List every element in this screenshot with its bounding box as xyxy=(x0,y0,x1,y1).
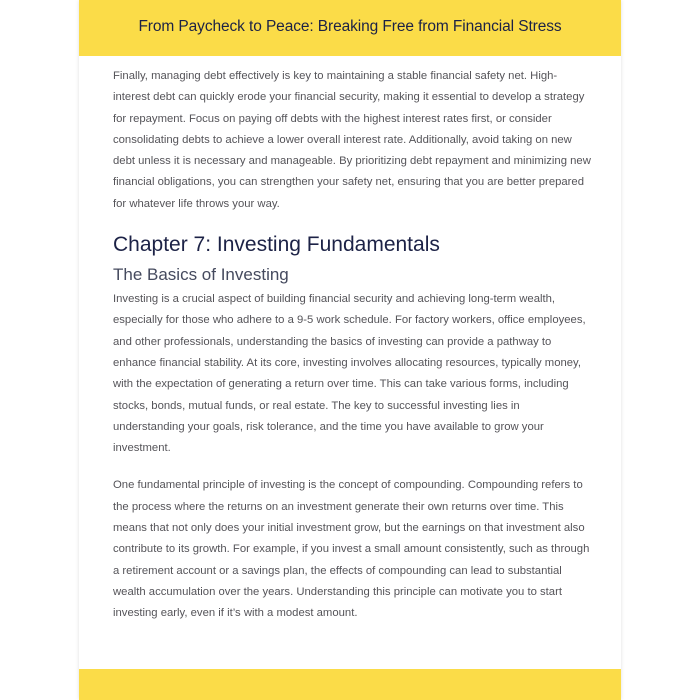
document-page xyxy=(79,0,621,700)
book-title: From Paycheck to Peace: Breaking Free from Financial Stress xyxy=(138,18,562,35)
page-footer-band xyxy=(79,669,621,700)
chapter-title: Chapter 7: Investing Fundamentals xyxy=(113,233,440,257)
body-paragraph: One fundamental principle of investing is the concept of compounding. Compounding refers to the process where the returns on an investment generate their own returns over time. This means that not only does your initial investment grow, but the earnings on that investment also contribute to its growth. For example, if you invest a small amount consistently, such as through a retirement account or a savings plan, the effects of compounding can lead to substantial wealth accumulation over the years. Understanding this principle can motivate you to start investing early, even if it’s with a modest amount. xyxy=(113,479,590,620)
page-content xyxy=(113,66,591,625)
body-paragraph: Investing is a crucial aspect of building financial security and achieving long-term wealth, especially for those who adhere to a 9-5 work schedule. For factory workers, office employees, and other professionals, understanding the basics of investing can provide a pathway to enhance financial stability. At its core, investing involves allocating resources, typically money, with the expectation of generating a return over time. This can take various forms, including stocks, bonds, mutual funds, or real estate. The key to successful investing lies in understanding your goals, risk tolerance, and the time you have available to grow your investment. xyxy=(113,293,586,455)
page-header-band xyxy=(79,0,621,56)
section-title: The Basics of Investing xyxy=(113,265,289,285)
intro-paragraph: Finally, managing debt effectively is key to maintaining a stable financial safety net. High-interest debt can quickly erode your financial security, making it essential to develop a strategy for repayment. Focus on paying off debts with the highest interest rates first, or consider consolidating debts to achieve a lower overall interest rate. Additionally, avoid taking on new debt unless it is necessary and manageable. By prioritizing debt repayment and minimizing new financial obligations, you can strengthen your safety net, ensuring that you are better prepared for whatever life throws your way. xyxy=(113,70,591,210)
